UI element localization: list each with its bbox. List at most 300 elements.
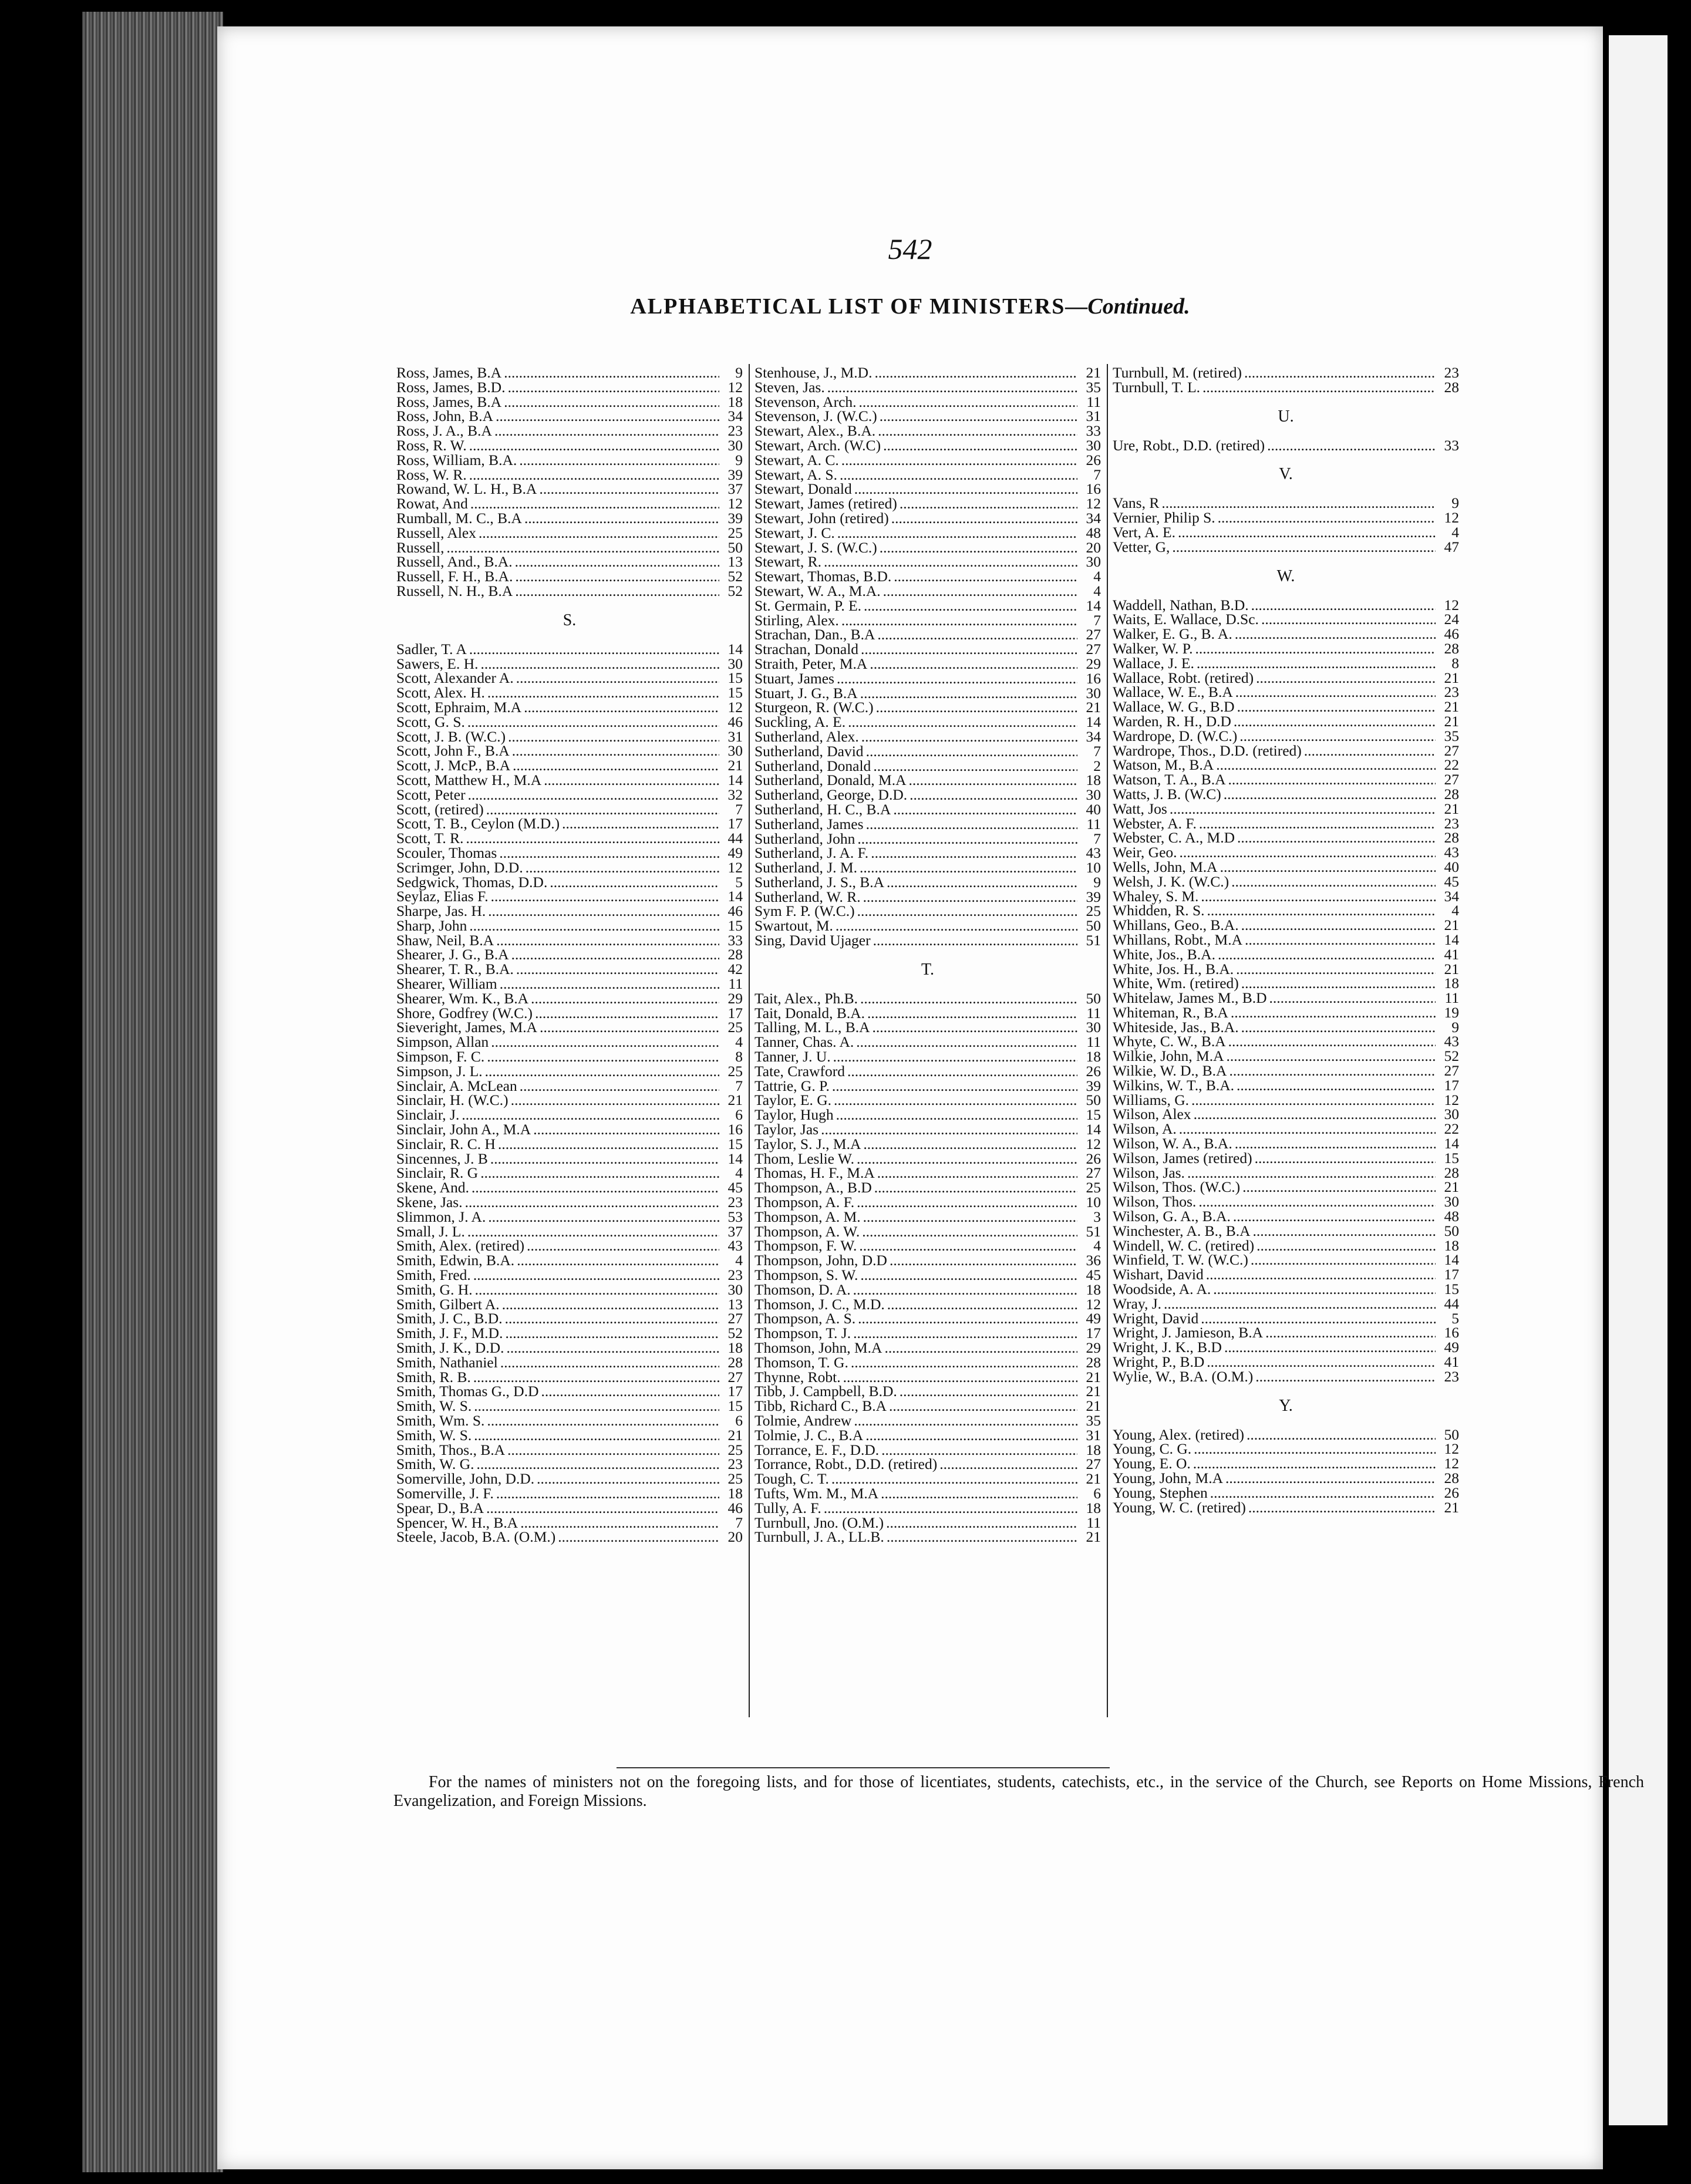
leader-dots [1191,1093,1436,1108]
page-reference: 20 [727,1528,743,1546]
minister-name: Sutherland, David [754,742,864,760]
leader-dots [1239,729,1436,744]
page-reference: 27 [1444,1062,1459,1080]
page-reference: 9 [1093,873,1101,891]
minister-name: Spencer, W. H., B.A [396,1514,518,1531]
minister-name: Watt, Jos [1113,800,1167,817]
leader-dots [1229,1064,1436,1078]
leader-dots [515,569,719,584]
minister-name: Scott, Alex. H. [396,684,485,702]
minister-name: Stewart, James (retired) [754,495,897,513]
page-reference: 30 [1086,436,1101,454]
page-reference: 14 [1444,1135,1459,1152]
page-reference: 33 [727,931,743,949]
leader-dots [558,1530,719,1545]
leader-dots [520,1079,719,1094]
page-reference: 26 [1086,1062,1101,1080]
page-reference: 49 [1444,1339,1459,1356]
page-reference: 33 [1444,436,1459,454]
leader-dots [500,977,719,992]
minister-name: Sutherland, W. R. [754,888,861,905]
minister-name: Stewart, R. [754,553,822,571]
page-reference: 12 [1444,509,1459,527]
leader-dots [887,1297,1077,1312]
minister-name: Young, Alex. (retired) [1113,1425,1245,1443]
page-reference: 43 [727,1237,743,1255]
minister-name: White, Jos. H., B.A. [1113,960,1234,978]
minister-name: Small, J. L. [396,1222,465,1240]
minister-name: Scott, T. B., Ceylon (M.D.) [396,815,560,833]
adjacent-page-edge [1609,35,1668,2125]
list-item [396,858,743,876]
minister-name: Tibb, Richard C., B.A [754,1397,887,1415]
minister-name: Watson, T. A., B.A [1113,771,1226,788]
page-reference: 39 [727,509,743,527]
footnote-rule [617,1767,1110,1768]
leader-dots [527,1239,719,1253]
page-reference: 21 [1444,916,1459,934]
minister-name: Shore, Godfrey (W.C.) [396,1004,533,1022]
minister-name: Wright, P., B.D [1113,1353,1205,1371]
leader-dots [1194,1107,1436,1122]
page-reference: 30 [1444,1106,1459,1123]
minister-name: Tibb, J. Campbell, B.D. [754,1383,897,1400]
leader-dots [883,584,1077,599]
title-main: ALPHABETICAL LIST OF MINISTERS [630,294,1066,319]
page-reference: 11 [728,975,743,993]
leader-dots [496,1487,719,1501]
leader-dots [876,700,1077,715]
page-reference: 15 [727,1397,743,1415]
list-item [396,700,743,715]
page-reference: 11 [1444,989,1459,1007]
minister-name: Wylie, W., B.A. (O.M.) [1113,1367,1254,1385]
minister-name: Simpson, F. C. [396,1048,485,1066]
leader-dots [863,1137,1077,1152]
minister-name: Scott, Alexander A. [396,669,514,687]
page-reference: 43 [1086,844,1101,862]
minister-name: Sinclair, R. G [396,1164,479,1182]
minister-name: Wilson, G. A., B.A. [1113,1208,1231,1225]
page-reference: 9 [735,364,743,381]
leader-dots [858,1312,1077,1326]
page-reference: 42 [727,960,743,978]
minister-name: Ross, W. R. [396,466,467,483]
section-letter: W. [1276,567,1295,585]
leader-dots [847,1064,1077,1079]
minister-name: Wishart, David [1113,1266,1204,1283]
minister-name: Slimmon, J. A. [396,1208,486,1225]
minister-name: Stevenson, Arch. [754,393,857,410]
minister-name: Tufts, Wm. M., M.A [754,1484,879,1502]
page-reference: 4 [1093,582,1101,599]
leader-dots [1241,1020,1436,1035]
page-reference: 7 [735,1514,743,1531]
minister-name: Somerville, J. F. [396,1484,494,1502]
leader-dots [1197,656,1436,671]
leader-dots [535,1006,719,1021]
page-reference: 21 [1444,1498,1459,1516]
minister-name: Young, W. C. (retired) [1113,1498,1246,1516]
page-reference: 21 [1444,1178,1459,1196]
leader-dots [1248,1501,1436,1515]
minister-name: Skene, And. [396,1179,469,1197]
section-letter: V. [1279,465,1293,484]
leader-dots [491,889,719,904]
page-reference: 13 [727,553,743,571]
page-reference: 16 [1444,1324,1459,1342]
leader-dots [909,788,1077,803]
page-reference: 11 [1086,393,1101,410]
leader-dots [1206,1268,1436,1282]
leader-dots [873,933,1077,948]
book-spine [82,12,223,2172]
minister-name: Thomson, John, M.A [754,1339,882,1356]
leader-dots [834,1093,1077,1108]
minister-name: Wardrope, Thos., D.D. (retired) [1113,742,1302,759]
page-reference: 50 [1444,1425,1459,1443]
leader-dots [1224,1340,1436,1355]
minister-name: Waits, E. Wallace, D.Sc. [1113,611,1259,628]
page-reference: 7 [1093,830,1101,847]
leader-dots [486,1501,719,1516]
leader-dots [1201,889,1436,904]
page-reference: 4 [1093,568,1101,585]
minister-name: Young, C. G. [1113,1440,1192,1458]
minister-name: Sinclair, John A., M.A [396,1121,531,1138]
leader-dots [494,424,719,439]
minister-name: Turnbull, Jno. (O.M.) [754,1514,884,1531]
list-item [754,657,1101,672]
page-reference: 15 [727,916,743,934]
leader-dots [540,1020,719,1035]
page-reference: 28 [1444,1470,1459,1487]
minister-name: Sinclair, A. McLean [396,1077,517,1094]
page-reference: 50 [1086,917,1101,935]
page-reference: 17 [1444,1076,1459,1094]
leader-dots [864,599,1077,614]
page-reference: 30 [1444,1193,1459,1211]
leader-dots [851,1356,1077,1370]
section-letter: T. [921,960,935,979]
leader-dots [517,1253,719,1268]
minister-name: Swartout, M. [754,917,833,935]
page-reference: 11 [1086,1033,1101,1051]
page-reference: 29 [727,989,743,1007]
page-reference: 43 [1444,1033,1459,1050]
minister-name: Scott, Ephraim, M.A [396,698,522,716]
list-item [396,1501,743,1516]
page-reference: 28 [1086,1353,1101,1371]
minister-name: Seylaz, Elias F. [396,888,489,905]
page-reference: 52 [1444,1047,1459,1065]
minister-name: Shearer, Wm. K., B.A [396,989,529,1007]
leader-dots [833,1050,1077,1064]
page-reference: 7 [735,800,743,818]
minister-name: Wilson, A. [1113,1120,1177,1138]
leader-dots [894,569,1077,584]
page-reference: 24 [1444,611,1459,628]
minister-name: Tolmie, Andrew [754,1411,852,1429]
minister-name: Sutherland, Donald [754,757,871,774]
page-reference: 14 [727,771,743,788]
minister-name: Winchester, A. B., B.A [1113,1222,1251,1239]
list-item [396,1064,743,1079]
page-reference: 17 [1444,1266,1459,1283]
minister-name: Whidden, R. S. [1113,902,1205,919]
page-reference: 6 [1093,1484,1101,1502]
list-item [1113,787,1459,802]
page-reference: 31 [1086,407,1101,425]
minister-name: Thompson, F. W. [754,1237,857,1255]
page-reference: 45 [1086,1266,1101,1284]
list-item [754,1353,1101,1371]
leader-dots [837,672,1077,686]
leader-dots [1227,1049,1436,1064]
minister-name: Tate, Crawford [754,1062,845,1080]
leader-dots [550,875,719,890]
leader-dots [863,890,1077,905]
list-item [396,380,743,395]
section-letter: U. [1278,407,1294,426]
minister-name: Stenhouse, J., M.D. [754,364,873,381]
leader-dots [511,948,719,962]
page-reference: 18 [1086,771,1101,789]
page-reference: 17 [727,1383,743,1400]
page-reference: 27 [1444,771,1459,788]
minister-name: Suckling, A. E. [754,713,846,731]
list-item [1113,436,1459,454]
page-reference: 21 [1444,698,1459,716]
leader-dots [1228,1034,1436,1049]
minister-name: Sutherland, J. A. F. [754,844,869,862]
leader-dots [1304,744,1436,759]
minister-name: Sutherland, Alex. [754,727,859,745]
minister-name: Wallace, W. E., B.A [1113,683,1233,701]
minister-name: Sutherland, James [754,815,864,833]
minister-name: Rowat, And [396,495,468,513]
minister-name: Smith, W. G. [396,1455,474,1473]
list-item [1113,860,1459,875]
leader-dots [863,1210,1077,1225]
page-reference: 21 [1086,1397,1101,1415]
leader-dots [474,1428,719,1443]
minister-name: Watson, M., B.A [1113,756,1214,774]
minister-name: Sutherland, George, D.D. [754,786,908,804]
page-reference: 18 [1444,1236,1459,1254]
leader-dots [860,992,1077,1006]
leader-dots [1210,1486,1436,1501]
leader-dots [491,1035,719,1050]
page-reference: 12 [1444,1091,1459,1108]
leader-dots [562,817,719,831]
leader-dots [909,773,1077,788]
leader-dots [524,511,719,526]
leader-dots [487,1414,719,1428]
minister-name: Sym F. P. (W.C.) [754,902,855,920]
list-item [1113,1498,1459,1516]
page-reference: 48 [1444,1208,1459,1225]
list-item [1113,380,1459,395]
page-reference: 21 [1086,699,1101,716]
minister-name: Torrance, Robt., D.D. (retired) [754,1455,938,1473]
page-reference: 12 [727,698,743,716]
leader-dots [856,1035,1077,1050]
leader-dots [1164,1297,1436,1312]
minister-name: Tully, A. F. [754,1499,821,1516]
minister-name: Somerville, John, D.D. [396,1470,535,1488]
minister-name: Taylor, Jas [754,1121,819,1138]
leader-dots [539,482,719,497]
page-reference: 21 [1086,1528,1101,1546]
list-item [1113,540,1459,555]
minister-name: Smith, W. S. [396,1426,472,1444]
page-reference: 9 [1451,1018,1459,1036]
leader-dots [1257,1239,1436,1253]
leader-dots [513,759,719,773]
list-item [396,715,743,730]
minister-name: Ross, William, B.A. [396,451,517,469]
minister-name: Walker, E. G., B. A. [1113,625,1232,643]
page-reference: 4 [1451,902,1459,919]
page-reference: 7 [1093,466,1101,483]
leader-dots [488,1210,719,1225]
page-reference: 15 [1086,1106,1101,1124]
minister-name: Taylor, S. J., M.A [754,1135,861,1152]
minister-name: Taylor, E. G. [754,1091,832,1109]
page-reference: 46 [727,902,743,920]
page-reference: 41 [1444,945,1459,963]
minister-name: Smith, Alex. (retired) [396,1237,525,1255]
page-reference: 25 [1086,1179,1101,1197]
page-reference: 35 [1086,378,1101,396]
minister-name: Stewart, Alex., B.A. [754,422,876,440]
page-reference: 6 [735,1411,743,1429]
page-reference: 52 [727,1324,743,1342]
minister-name: White, Wm. (retired) [1113,975,1239,992]
page-reference: 52 [727,568,743,585]
page-reference: 16 [1086,669,1101,687]
minister-name: Turnbull, T. L. [1113,378,1201,396]
minister-name: Williams, G. [1113,1091,1190,1108]
minister-name: Scott, John F., B.A [396,742,510,760]
minister-name: Young, E. O. [1113,1455,1191,1472]
minister-name: Torrance, E. F., D.D. [754,1441,880,1458]
leader-dots [1170,802,1436,817]
minister-name: Wright, David [1113,1309,1199,1327]
leader-dots [1245,933,1436,948]
leader-dots [516,671,719,686]
page-reference: 25 [1086,902,1101,920]
minister-name: Wilson, Jas. [1113,1164,1185,1181]
minister-name: Sincennes, J. B [396,1150,488,1167]
page-reference: 30 [727,742,743,760]
page-reference: 12 [727,495,743,513]
page-reference: 50 [727,538,743,556]
minister-name: St. Germain, P. E. [754,596,862,614]
list-item [754,1530,1101,1545]
minister-name: Sing, David Ujager [754,932,871,949]
minister-name: White, Jos., B.A. [1113,945,1215,963]
minister-name: Stewart, J. C. [754,524,835,541]
list-item [1113,933,1459,948]
leader-dots [857,904,1077,919]
page-reference: 4 [1093,1237,1101,1255]
page-reference: 15 [727,1135,743,1152]
minister-name: Spear, D., B.A [396,1499,484,1516]
page-reference: 12 [727,858,743,876]
page-reference: 21 [1086,364,1101,381]
page-reference: 21 [1444,960,1459,978]
leader-dots [832,1079,1077,1094]
minister-name: Stewart, Donald [754,480,852,498]
minister-name: Scott, G. S. [396,713,465,730]
leader-dots [469,919,719,933]
page-reference: 30 [1086,1019,1101,1036]
minister-name: Stewart, J. S. (W.C.) [754,538,877,556]
leader-dots [526,861,719,875]
minister-name: Scott, Peter [396,786,466,803]
leader-dots [1194,1442,1436,1457]
page-reference: 18 [1086,1048,1101,1066]
list-item [1113,945,1459,963]
leader-dots [1172,540,1436,555]
minister-name: Scott, T. R. [396,830,464,847]
page-reference: 28 [1444,639,1459,657]
list-item [754,933,1101,948]
minister-name: Tattrie, G. P. [754,1077,830,1094]
leader-dots [859,1239,1077,1253]
page-reference: 4 [735,1164,743,1182]
leader-dots [900,1384,1077,1399]
minister-name: Vans, R [1113,494,1160,512]
minister-name: Wright, J. Jamieson, B.A [1113,1324,1264,1342]
list-item [396,1353,743,1371]
leader-dots [1231,1006,1436,1020]
minister-name: Windell, W. C. (retired) [1113,1236,1255,1254]
leader-dots [1237,831,1436,845]
list-column-1 [396,366,743,1545]
minister-name: Strachan, Dan., B.A [754,626,875,643]
page-reference: 30 [727,1280,743,1298]
minister-name: Ross, John, B.A [396,407,494,425]
page-reference: 21 [727,1426,743,1444]
leader-dots [508,730,719,744]
leader-dots [1234,714,1436,729]
minister-name: Tanner, J. U. [754,1048,831,1066]
minister-name: Wright, J. K., B.D [1113,1339,1222,1356]
page-reference: 14 [1086,713,1101,731]
leader-dots [508,380,719,395]
minister-name: Scott, (retired) [396,800,484,818]
minister-name: Turnbull, J. A., LL.B. [754,1528,884,1546]
page-reference: 14 [727,640,743,658]
minister-name: Sieveright, James, M.A [396,1019,538,1036]
page-reference: 51 [1086,932,1101,949]
leader-dots [1213,1282,1436,1297]
minister-name: Wallace, W. G., B.D [1113,698,1235,716]
page-number: 542 [888,232,932,265]
page-reference: 12 [1444,1440,1459,1458]
leader-dots [465,1195,719,1210]
minister-name: Sharpe, Jas. H. [396,902,486,920]
minister-name: Smith, Fred. [396,1266,471,1284]
minister-name: Ross, James, B.D. [396,378,506,396]
leader-dots [485,1064,719,1079]
page-reference: 12 [1444,1455,1459,1472]
page-reference: 34 [1086,727,1101,745]
page-reference: 15 [1444,1149,1459,1167]
